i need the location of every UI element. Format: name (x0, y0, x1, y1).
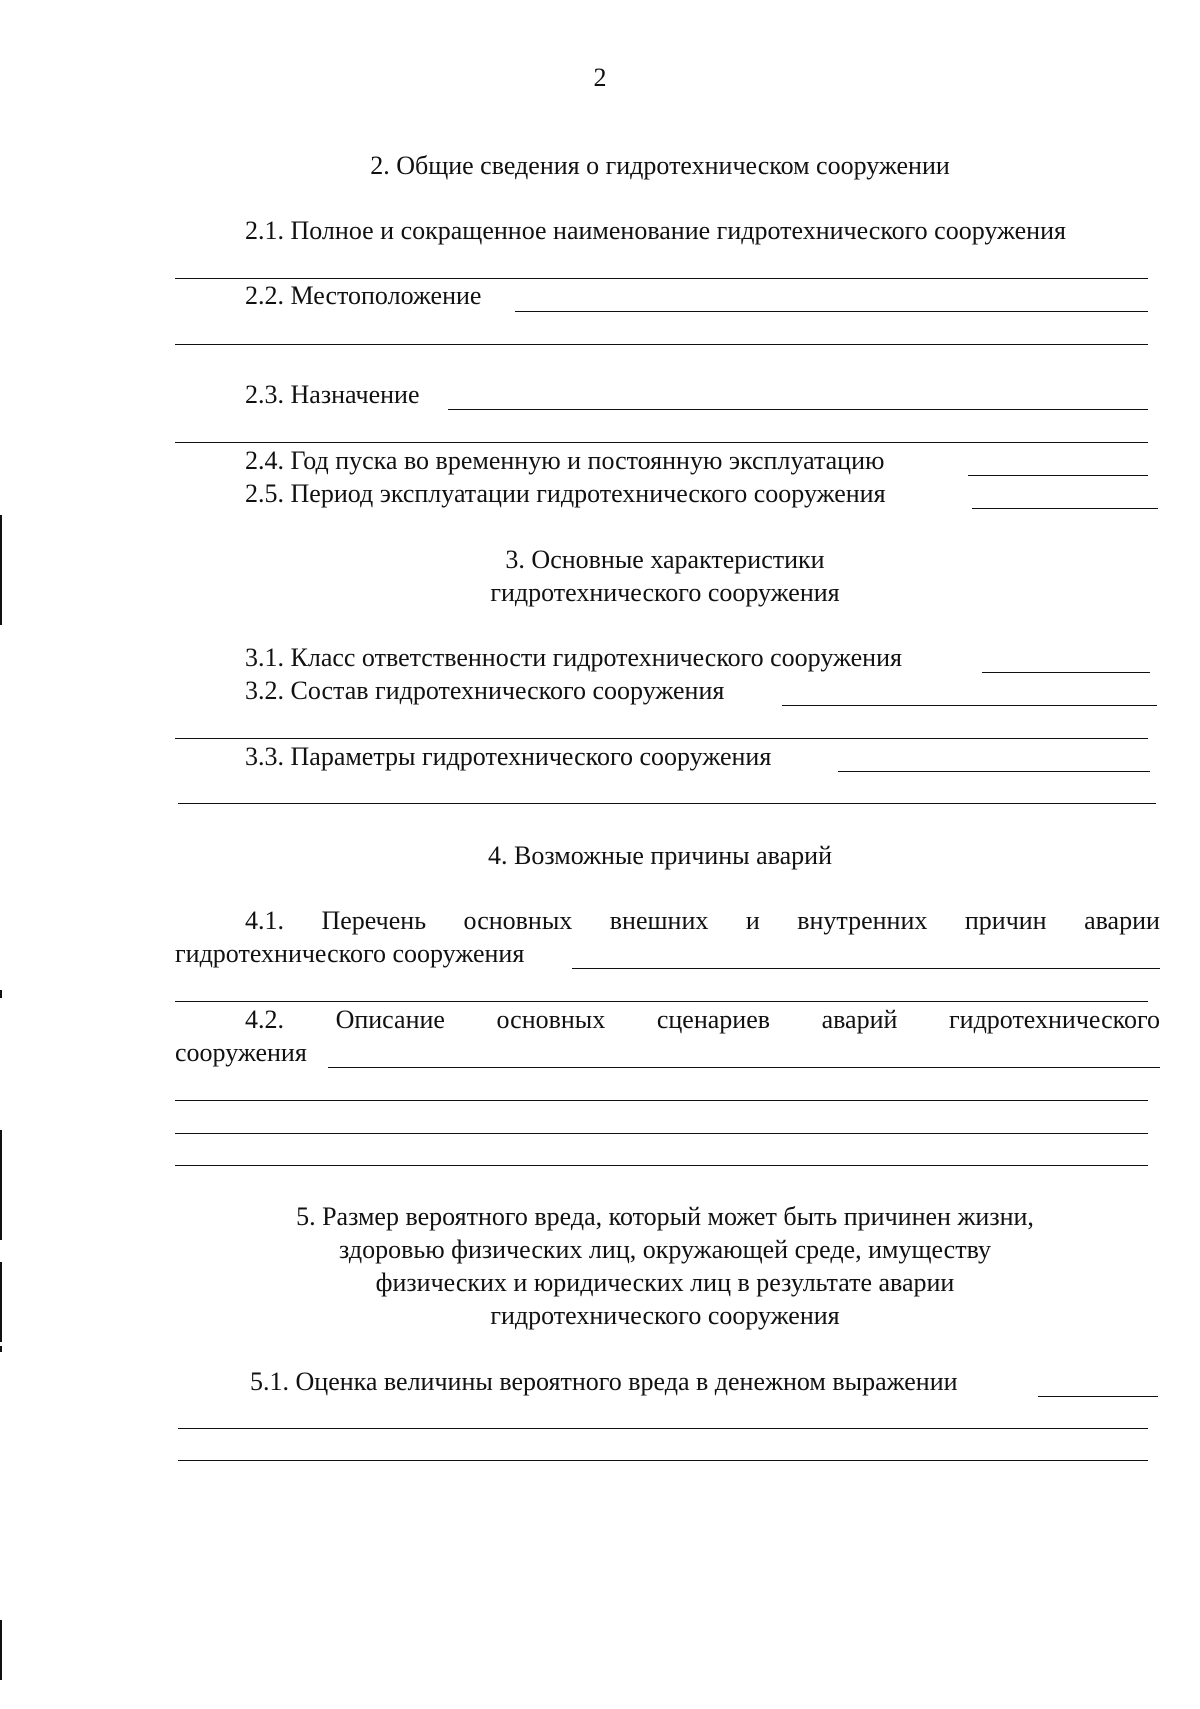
item-2-3-label: 2.3. Назначение (245, 380, 420, 409)
item-5-1-field-line-3[interactable] (178, 1460, 1148, 1461)
item-4-1-word: Перечень (321, 906, 427, 935)
item-4-1-word: внутренних (797, 906, 928, 935)
item-4-2-first-line (245, 1005, 1160, 1035)
section-2-heading: 2. Общие сведения о гидротехническом сооружении (370, 151, 950, 180)
item-2-3-field-line[interactable] (448, 409, 1148, 410)
item-2-2-field-line-2[interactable] (175, 344, 1148, 345)
item-4-2-continuation: сооружения (175, 1038, 307, 1067)
scan-edge-mark (0, 1262, 2, 1342)
item-4-1-first-line (245, 906, 1160, 936)
scan-edge-mark (0, 990, 2, 998)
page-number: 2 (593, 63, 607, 92)
item-4-1-word: основных (463, 906, 573, 935)
item-4-2-word: аварий (821, 1005, 898, 1034)
item-2-1-field-line[interactable] (175, 278, 1148, 279)
item-4-2-field-line-3[interactable] (175, 1133, 1148, 1134)
item-4-2-word: основных (496, 1005, 606, 1034)
item-4-1-word: аварии (1084, 906, 1160, 935)
item-4-2-field-line[interactable] (328, 1067, 1160, 1068)
item-4-2-word: 4.2. (245, 1005, 284, 1034)
scan-edge-mark (0, 1130, 2, 1240)
item-3-3-field-line[interactable] (838, 771, 1150, 772)
section-5-heading-line3: физических и юридических лиц в результате аварии (375, 1268, 955, 1297)
scan-edge-mark (0, 1620, 2, 1680)
item-3-2-field-line[interactable] (782, 705, 1157, 706)
item-5-1-field-line-2[interactable] (178, 1428, 1148, 1429)
item-2-1-label: 2.1. Полное и сокращенное наименование гидротехнического сооружения (245, 216, 1066, 245)
item-4-2-field-line-4[interactable] (175, 1165, 1148, 1166)
item-2-5-field-line[interactable] (972, 508, 1158, 509)
item-4-1-word: причин (964, 906, 1047, 935)
item-3-2-field-line-2[interactable] (175, 738, 1148, 739)
item-2-4-field-line[interactable] (968, 475, 1148, 476)
item-4-2-field-line-2[interactable] (175, 1100, 1148, 1101)
item-4-2-word: сценариев (656, 1005, 771, 1034)
item-4-1-continuation: гидротехнического сооружения (175, 939, 525, 968)
item-2-4-label: 2.4. Год пуска во временную и постоянную эксплуатацию (245, 446, 885, 475)
item-4-1-word: и (745, 906, 760, 935)
item-3-1-label: 3.1. Класс ответственности гидротехнического сооружения (245, 643, 902, 672)
item-4-1-word: 4.1. (245, 906, 284, 935)
item-3-3-label: 3.3. Параметры гидротехнического сооружения (245, 742, 772, 771)
item-2-5-label: 2.5. Период эксплуатации гидротехнического сооружения (245, 479, 886, 508)
item-2-3-field-line-2[interactable] (175, 442, 1148, 443)
section-4-heading: 4. Возможные причины аварий (488, 841, 832, 870)
section-3-heading-line1: 3. Основные характеристики (505, 545, 825, 574)
item-4-1-field-line-2[interactable] (175, 1001, 1148, 1002)
section-3-heading-line2: гидротехнического сооружения (490, 578, 840, 607)
section-5-heading-line4: гидротехнического сооружения (490, 1301, 840, 1330)
item-5-1-field-line[interactable] (1038, 1396, 1158, 1397)
item-4-2-word: Описание (335, 1005, 445, 1034)
section-5-heading-line2: здоровью физических лиц, окружающей среде, имуществу (339, 1235, 991, 1264)
item-5-1-label: 5.1. Оценка величины вероятного вреда в денежном выражении (250, 1367, 958, 1396)
item-3-2-label: 3.2. Состав гидротехнического сооружения (245, 676, 725, 705)
item-3-1-field-line[interactable] (982, 672, 1150, 673)
scan-edge-mark (0, 515, 2, 625)
scan-edge-mark (0, 1346, 2, 1352)
item-4-1-word: внешних (609, 906, 709, 935)
item-4-1-field-line[interactable] (572, 968, 1160, 969)
section-5-heading-line1: 5. Размер вероятного вреда, который может быть причинен жизни, (296, 1202, 1034, 1231)
item-4-2-word: гидротехнического (948, 1005, 1160, 1034)
item-3-3-field-line-2[interactable] (178, 803, 1156, 804)
item-2-2-label: 2.2. Местоположение (245, 281, 482, 310)
item-2-2-field-line[interactable] (515, 311, 1148, 312)
